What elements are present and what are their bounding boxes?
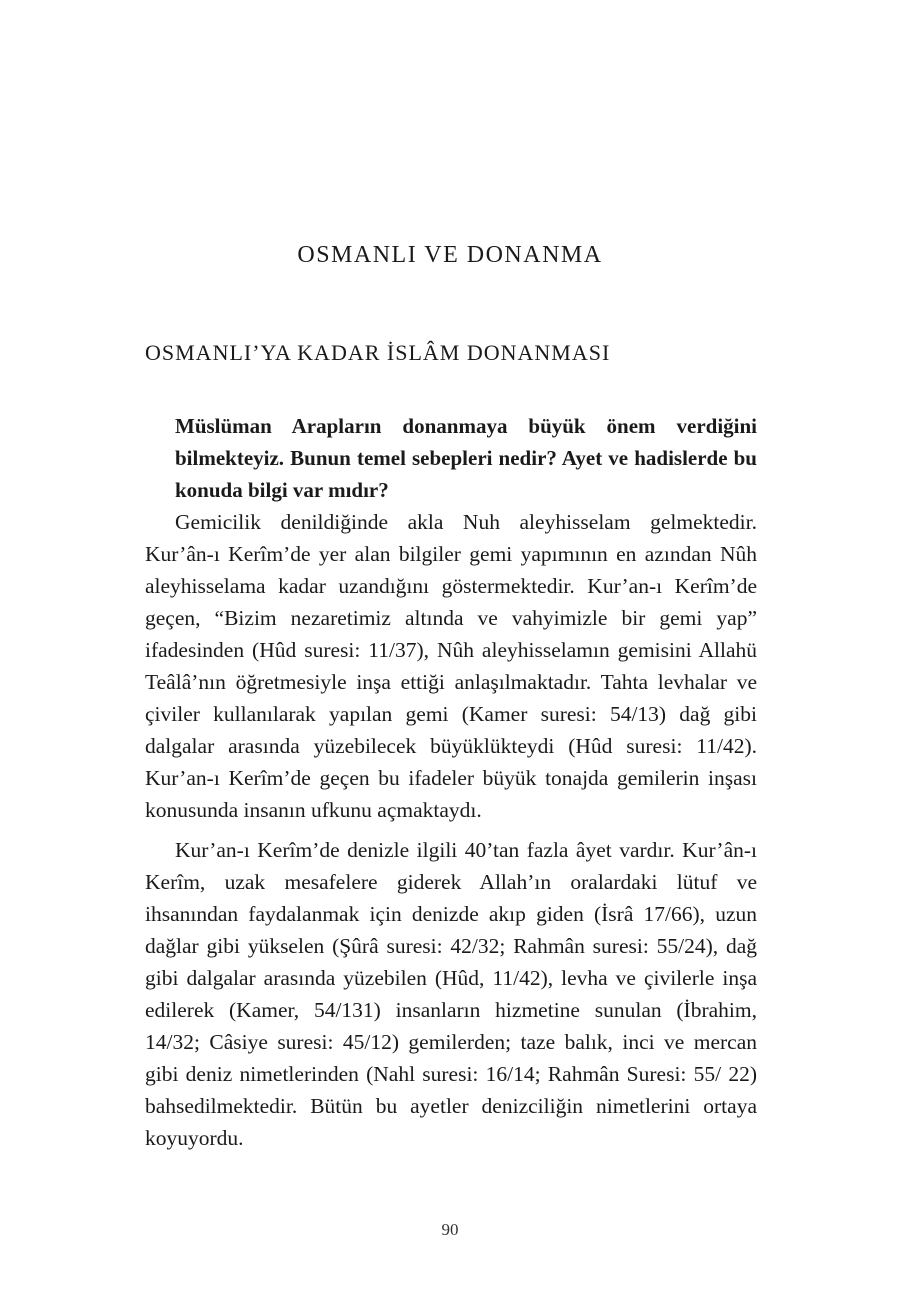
body-paragraph-2: Kur’an-ı Kerîm’de denizle ilgili 40’tan fazla âyet vardır. Kur’ân-ı Kerîm, uzak mesafelere giderek Allah’ın oralardaki lütuf ve ihsanından faydalanmak için denizde akıp giden (İsrâ 17/66), uzun dağlar gibi yükselen (Şûrâ suresi: 42/32; Rahmân suresi: 55/24), dağ gibi dalgalar arasında yüzebilen (Hûd, 11/42), levha ve çivilerle inşa edilerek (Kamer, 54/131) insanların hizmetine sunulan (İbrahim, 14/32; Câsiye suresi: 45/12) gemilerden; taze balık, inci ve mercan gibi deniz nimetlerinden (Nahl suresi: 16/14; Rahmân Suresi: 55/ 22) bahsedilmektedir. Bütün bu ayetler denizciliğin nimetlerini ortaya koyuyordu.	[145, 838, 757, 1150]
section-title: OSMANLI’YA KADAR İSLÂM DONANMASI	[145, 340, 611, 365]
body-text	[145, 410, 757, 1154]
question-paragraph: Müslüman Arapların donanmaya büyük önem verdiğini bilmekteyiz. Bunun temel sebepleri nedir? Ayet ve hadislerde bu konuda bilgi var mıdır?	[175, 414, 757, 502]
page-number: 90	[441, 1220, 459, 1239]
body-paragraph-1: Gemicilik denildiğinde akla Nuh aleyhisselam gelmektedir. Kur’ân-ı Kerîm’de yer alan bilgiler gemi yapımının en azından Nûh aleyhisselama kadar uzandığını göstermektedir. Kur’an-ı Kerîm’de geçen, “Bizim nezaretimiz altında ve vahyimizle bir gemi yap” ifadesinden (Hûd suresi: 11/37), Nûh aleyhisselamın gemisini Allahü Teâlâ’nın öğretmesiyle inşa ettiği anlaşılmaktadır. Tahta levhalar ve çiviler kullanılarak yapılan gemi (Kamer suresi: 54/13) dağ gibi dalgalar arasında yüzebilecek büyüklükteydi (Hûd suresi: 11/42). Kur’an-ı Kerîm’de geçen bu ifadeler büyük tonajda gemilerin inşası konusunda insanın ufkunu açmaktaydı.	[145, 510, 757, 822]
chapter-title: OSMANLI VE DONANMA	[297, 242, 603, 268]
